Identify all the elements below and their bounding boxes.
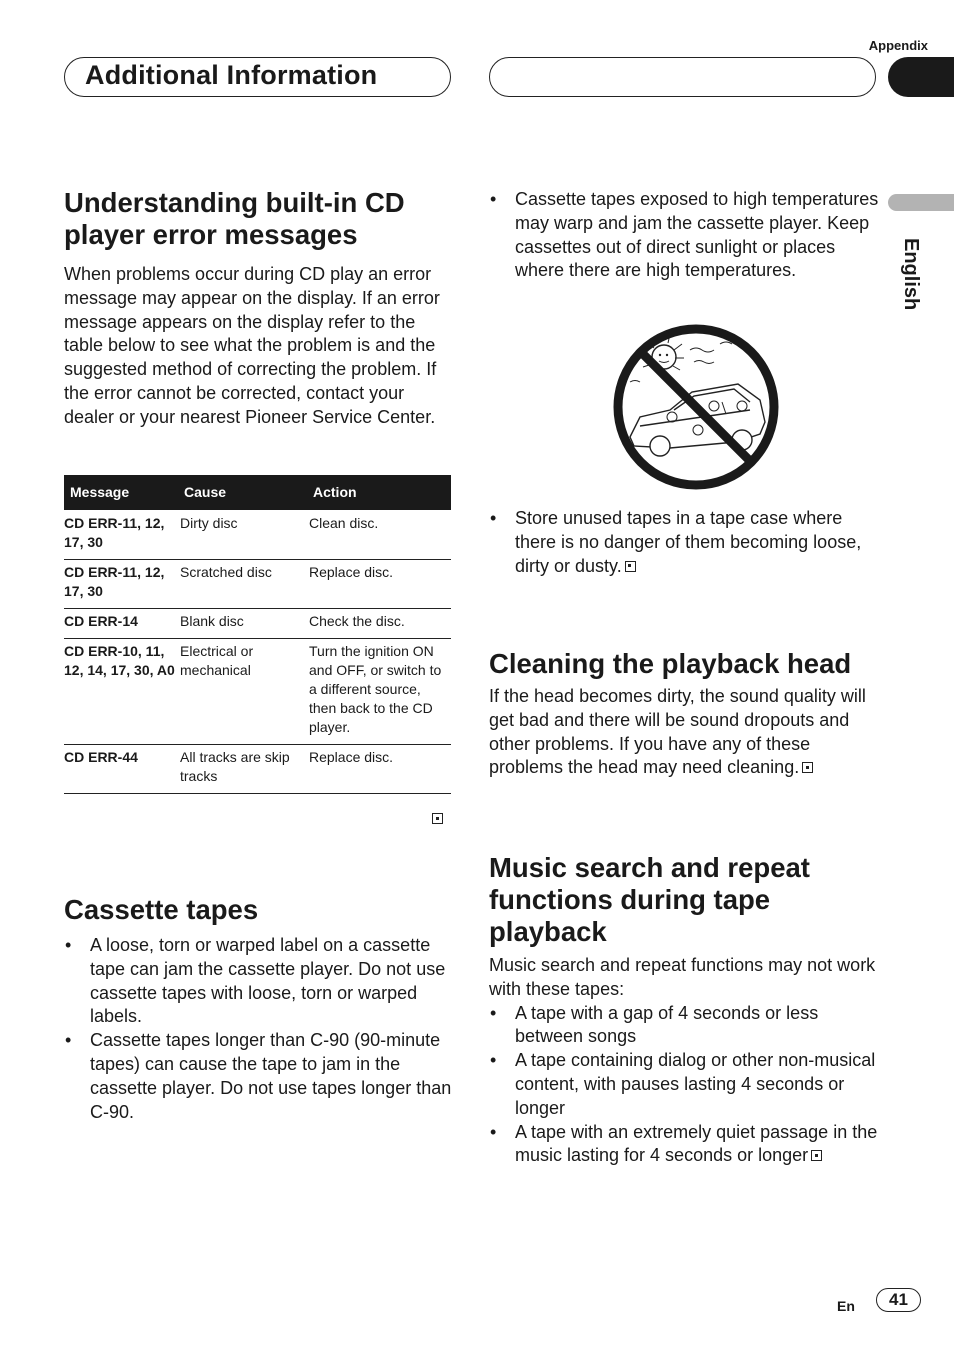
- table-row: [64, 560, 451, 609]
- row-cause: Electrical or mechanical: [180, 639, 309, 745]
- list-item-text: A tape with an extremely quiet passage in the music lasting for 4 seconds or longer: [515, 1121, 878, 1166]
- table-header-action: Action: [309, 475, 451, 510]
- language-tab-marker: [888, 194, 954, 211]
- list-item: • Cassette tapes longer than C-90 (90-minute tapes) can cause the tape to jam in the cassette player. Do not use tapes longer than C-90.: [64, 1029, 454, 1124]
- table-row: [64, 639, 451, 745]
- empty-title-pill: [489, 57, 876, 97]
- list-item: [489, 1121, 879, 1169]
- list-item: • A tape with a gap of 4 seconds or less between songs: [489, 1002, 879, 1050]
- row-message: CD ERR-10, 11, 12, 14, 17, 30, A0: [64, 639, 180, 745]
- row-message: CD ERR-11, 12, 17, 30: [64, 510, 180, 560]
- end-of-section-icon: [432, 813, 443, 824]
- language-code: En: [837, 1298, 855, 1314]
- storage-text: Store unused tapes in a tape case where there is no danger of them becoming loose, dirty or dusty.: [515, 508, 862, 576]
- row-action: Replace disc.: [309, 560, 451, 609]
- list-item: • Cassette tapes exposed to high temperatures may warp and jam the cassette player. Keep cassettes out of direct sunlight or places where there are high temperatures.: [489, 188, 879, 283]
- list-item: • A loose, torn or warped label on a cassette tape can jam the cassette player. Do not use cassette tapes with loose, torn or warped labels.: [64, 934, 454, 1029]
- storage-tip: [489, 507, 879, 578]
- table-header-message: Message: [64, 475, 180, 510]
- music-search-heading: Music search and repeat functions during tape playback: [489, 852, 810, 947]
- cleaning-paragraph: [489, 685, 879, 780]
- heat-bullets: [489, 188, 879, 283]
- cleaning-section: [489, 648, 879, 780]
- music-search-bullets: [489, 1002, 879, 1169]
- language-tab: [889, 238, 939, 311]
- no-sunlight-car-icon: [610, 322, 782, 492]
- section-tab-marker: [888, 57, 954, 97]
- list-item: • A tape containing dialog or other non-musical content, with pauses lasting 4 seconds or longer: [489, 1049, 879, 1120]
- table-row: [64, 745, 451, 794]
- music-search-section: [489, 852, 879, 1168]
- cleaning-text: If the head becomes dirty, the sound quality will get bad and there will be sound dropouts and other problems. If you have any of these problems the head may need cleaning.: [489, 686, 866, 778]
- cleaning-heading: Cleaning the playback head: [489, 648, 852, 679]
- list-item: [489, 507, 879, 578]
- cassette-heading: Cassette tapes: [64, 894, 259, 925]
- error-table-container: [64, 475, 451, 794]
- row-message: CD ERR-14: [64, 609, 180, 639]
- row-action: Turn the ignition ON and OFF, or switch to a different source, then back to the CD player.: [309, 639, 451, 745]
- error-table: [64, 475, 451, 794]
- section-title: Additional Information: [85, 60, 378, 90]
- end-of-section-icon: [811, 1150, 822, 1161]
- end-of-section-icon: [625, 561, 636, 572]
- row-action: Clean disc.: [309, 510, 451, 560]
- row-cause: All tracks are skip tracks: [180, 745, 309, 794]
- table-header-row: [64, 475, 451, 510]
- row-action: Replace disc.: [309, 745, 451, 794]
- cassette-section: [64, 894, 454, 1124]
- section-title-pill: [64, 57, 451, 97]
- row-message: CD ERR-11, 12, 17, 30: [64, 560, 180, 609]
- row-cause: Scratched disc: [180, 560, 309, 609]
- page-number: 41: [876, 1288, 921, 1312]
- table-row: [64, 609, 451, 639]
- heat-warning: [489, 188, 879, 283]
- row-cause: Blank disc: [180, 609, 309, 639]
- music-search-intro: Music search and repeat functions may not work with these tapes:: [489, 955, 876, 999]
- cd-errors-intro: When problems occur during CD play an error message may appear on the display. If an error message appears on the display refer to the table below to see what the problem is and the suggested method of correcting the problem. If the error cannot be corrected, contact your dealer or your nearest Pioneer Service Center.: [64, 264, 440, 427]
- appendix-label: Appendix: [868, 38, 928, 53]
- cassette-bullets: [64, 934, 454, 1124]
- table-row: [64, 510, 451, 560]
- cd-errors-heading: Understanding built-in CD player error messages: [64, 187, 405, 250]
- end-of-section-icon: [802, 762, 813, 773]
- cd-errors-section: [64, 187, 454, 430]
- language-tab-label: English: [900, 238, 922, 311]
- row-action: Check the disc.: [309, 609, 451, 639]
- row-message: CD ERR-44: [64, 745, 180, 794]
- table-header-cause: Cause: [180, 475, 309, 510]
- row-cause: Dirty disc: [180, 510, 309, 560]
- storage-bullets: [489, 507, 879, 578]
